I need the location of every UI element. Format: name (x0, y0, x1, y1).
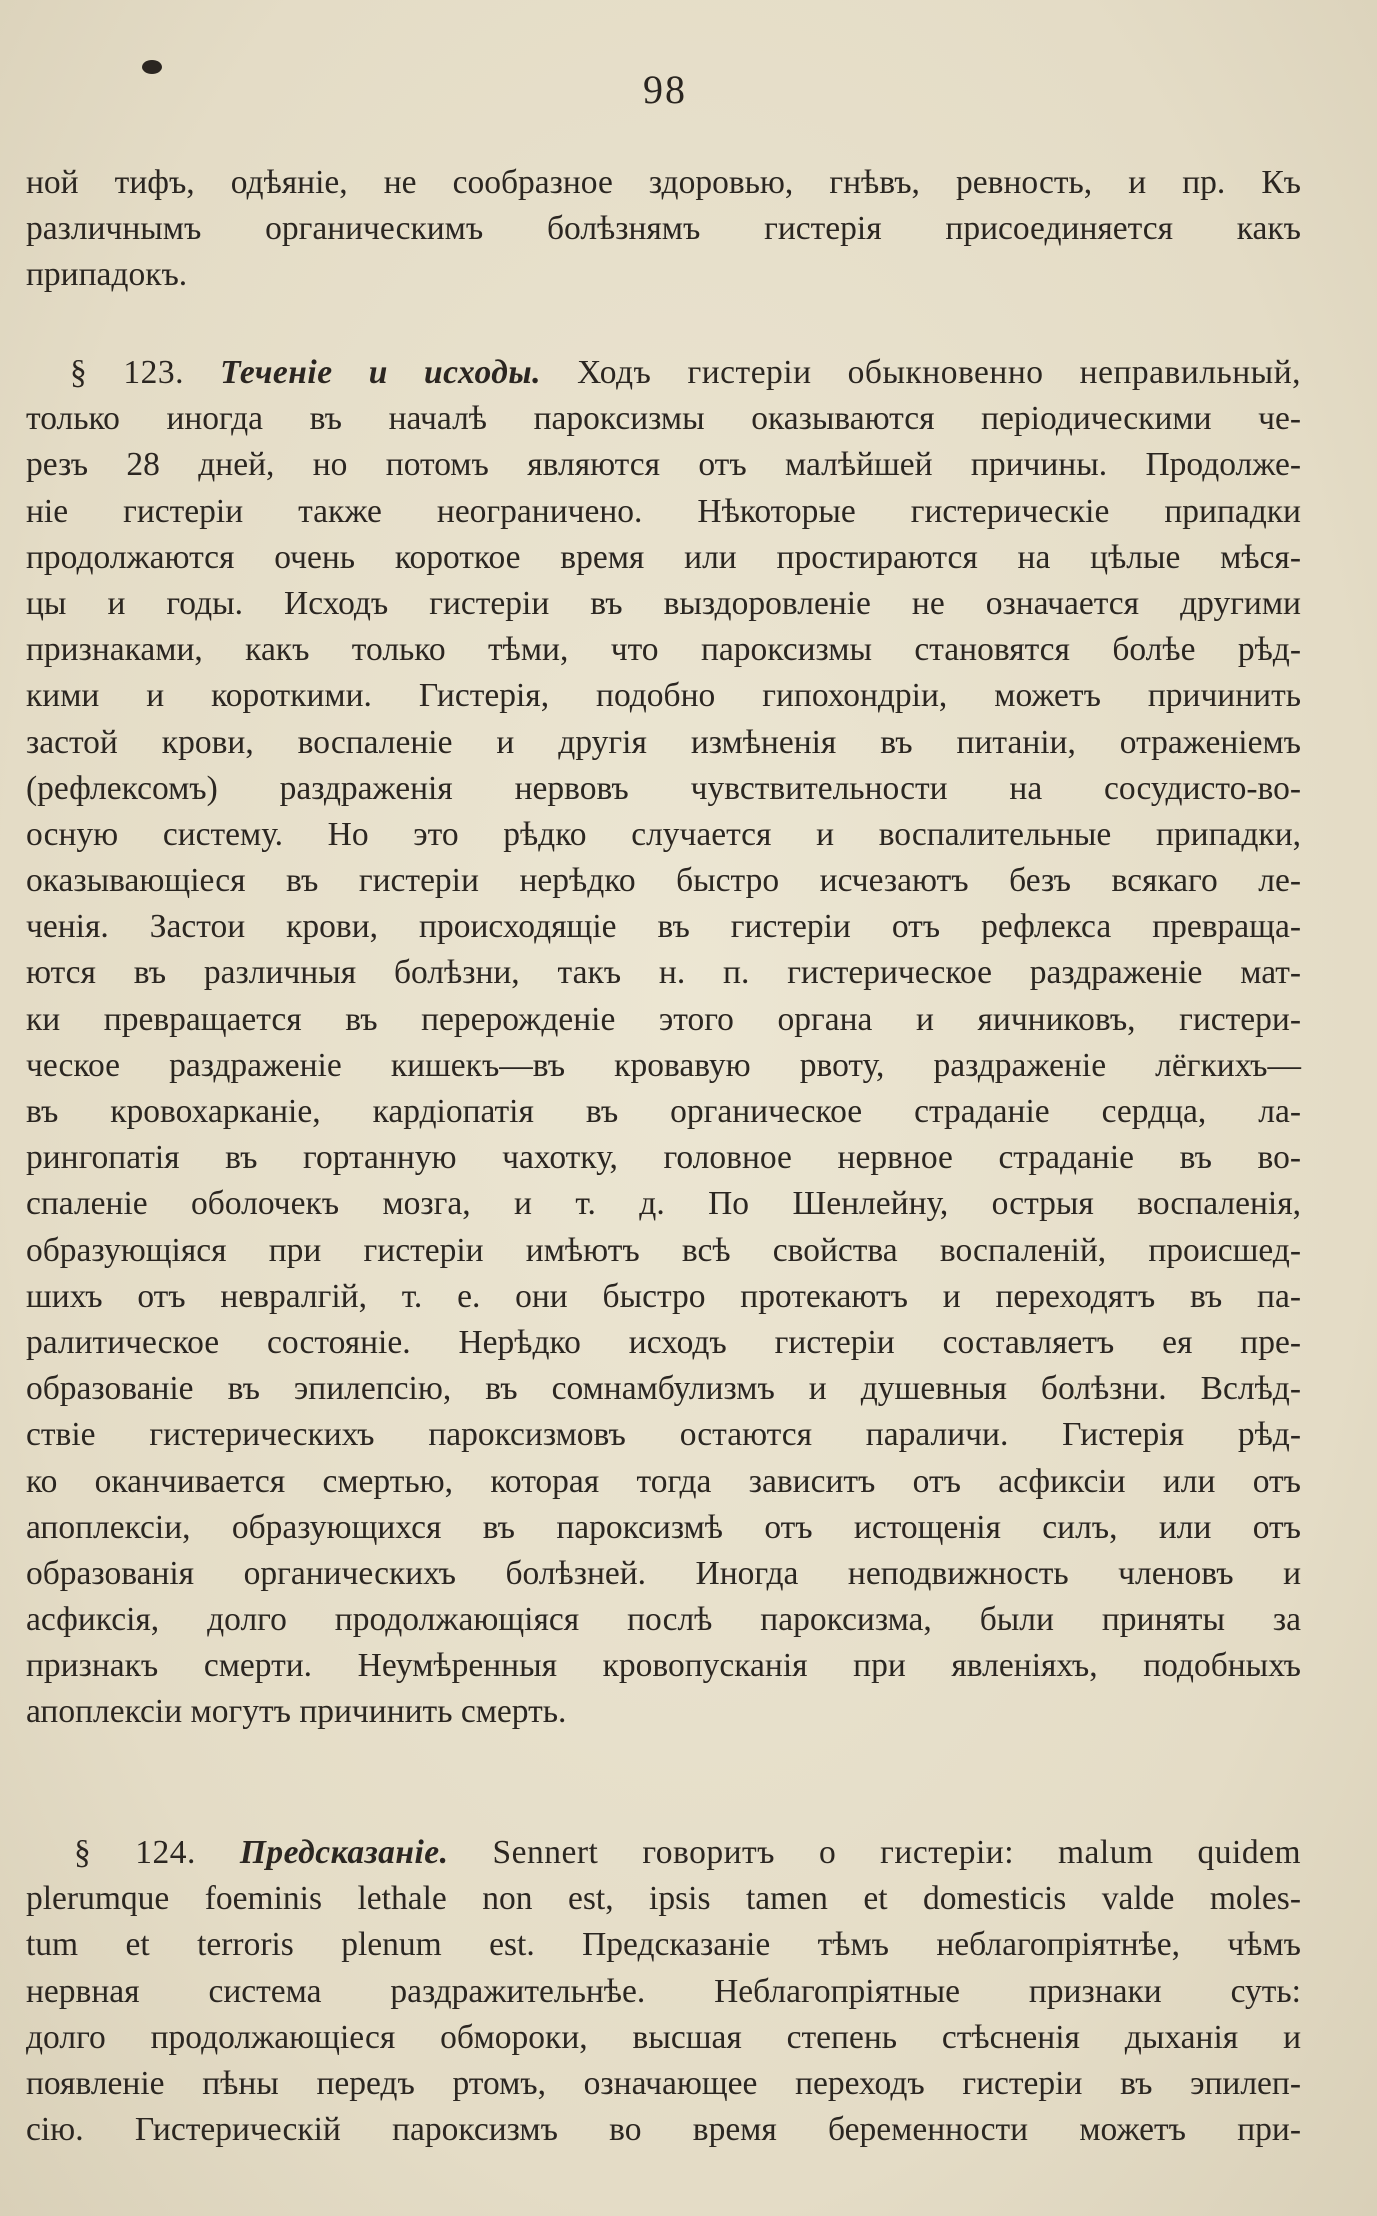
text-line: застой крови, воспаленіе и другія измѣненія въ питаніи, отраженіемъ (26, 723, 1301, 761)
text-line: plerumque foeminis lethale non est, ipsis tamen et domesticis valde moles- (26, 1880, 1301, 1918)
text-line: нервная система раздражительнѣе. Неблагопріятные признаки суть: (26, 1972, 1301, 2010)
section-title: Теченіе и исходы. (220, 354, 541, 391)
section-heading-line (26, 1830, 1301, 1876)
text-line: продолжаются очень короткое время или простираются на цѣлые мѣся- (26, 538, 1301, 576)
text-line: признакъ смерти. Неумѣренныя кровопусканія при явленіяхъ, подобныхъ (26, 1647, 1301, 1685)
text-line: различнымъ органическимъ болѣзнямъ гистерія присоединяется какъ (26, 210, 1301, 248)
text-line: резъ 28 дней, но потомъ являются отъ малѣйшей причины. Продолже- (26, 446, 1301, 484)
section-mark: § 124. (74, 1834, 196, 1871)
text-line: спаленіе оболочекъ мозга, и т. д. По Шенлейну, острыя воспаленія, (26, 1185, 1301, 1223)
text-line: ческое раздраженіе кишекъ—въ кровавую рвоту, раздраженіе лёгкихъ— (26, 1046, 1301, 1084)
text-line: ніе гистеріи также неограничено. Нѣкоторые гистерическіе припадки (26, 492, 1301, 530)
text-line: цы и годы. Исходъ гистеріи въ выздоровленіе не означается другими (26, 584, 1301, 622)
text-line: (рефлексомъ) раздраженія нервовъ чувствительности на сосудисто-во- (26, 769, 1301, 807)
text-line: tum et terroris plenum est. Предсказаніе тѣмъ неблагопріятнѣе, чѣмъ (26, 1926, 1301, 1964)
text-line: ствіе гистерическихъ пароксизмовъ остаются параличи. Гистерія рѣд- (26, 1416, 1301, 1454)
text-line: образующіяся при гистеріи имѣютъ всѣ свойства воспаленій, происшед- (26, 1231, 1301, 1269)
text-line: апоплексіи, образующихся въ пароксизмѣ отъ истощенія силъ, или отъ (26, 1508, 1301, 1546)
text-line-start: Ходъ гистеріи обыкновенно неправильный, (577, 354, 1301, 391)
text-line: ко оканчивается смертью, которая тогда зависитъ отъ асфиксіи или отъ (26, 1462, 1301, 1500)
text-line-start: Sennert говоритъ о гистеріи: malum quidem (492, 1834, 1302, 1871)
page-number: 98 (643, 67, 687, 112)
text-line: асфиксія, долго продолжающіяся послѣ пароксизма, были приняты за (26, 1601, 1301, 1639)
text-line: ются въ различныя болѣзни, такъ н. п. гистерическое раздраженіе мат- (26, 954, 1301, 992)
text-line: припадокъ. (26, 256, 188, 294)
text-line: долго продолжающіеся обмороки, высшая степень стѣсненія дыханія и (26, 2018, 1301, 2056)
text-line: кими и короткими. Гистерія, подобно гипохондріи, можетъ причинить (26, 677, 1301, 715)
text-line: апоплексіи могутъ причинить смерть. (26, 1693, 567, 1731)
section-heading-line (26, 350, 1301, 396)
text-line: ной тифъ, одѣяніе, не сообразное здоровью, гнѣвъ, ревность, и пр. Къ (26, 164, 1301, 201)
text-line: признаками, какъ только тѣми, что пароксизмы становятся болѣе рѣд- (26, 631, 1301, 669)
text-line: ки превращается въ перерожденіе этого органа и яичниковъ, гистери- (26, 1000, 1301, 1038)
text-line: рингопатія въ гортанную чахотку, головное нервное страданіе въ во- (26, 1139, 1301, 1177)
text-line: образованіе въ эпилепсію, въ сомнамбулизмъ и душевныя болѣзни. Вслѣд- (26, 1370, 1301, 1408)
section-124 (26, 1830, 1301, 2153)
text-line: въ кровохарканіе, кардіопатія въ органическое страданіе сердца, ла- (26, 1093, 1301, 1130)
text-line: сію. Гистерическій пароксизмъ во время беременности можетъ при- (26, 2111, 1301, 2149)
section-123 (26, 350, 1301, 1736)
section-mark: § 123. (70, 354, 185, 391)
text-line: оказывающіеся въ гистеріи нерѣдко быстро исчезаютъ безъ всякаго ле- (26, 862, 1301, 900)
text-line: ченія. Застои крови, происходящіе въ гистеріи отъ рефлекса превраща- (26, 908, 1301, 946)
text-line: только иногда въ началѣ пароксизмы оказываются періодическими че- (26, 400, 1301, 438)
text-line: ралитическое состояніе. Нерѣдко исходъ гистеріи составляетъ ея пре- (26, 1323, 1301, 1361)
paragraph-continuation (26, 160, 1301, 299)
text-line: появленіе пѣны передъ ртомъ, означающее переходъ гистеріи въ эпилеп- (26, 2064, 1301, 2102)
text-line: образованія органическихъ болѣзней. Иногда неподвижность членовъ и (26, 1554, 1301, 1592)
text-line: шихъ отъ невралгій, т. е. они быстро протекаютъ и переходятъ въ па- (26, 1277, 1301, 1315)
section-title: Предсказаніе. (239, 1834, 449, 1871)
text-line: осную систему. Но это рѣдко случается и воспалительные припадки, (26, 815, 1301, 853)
